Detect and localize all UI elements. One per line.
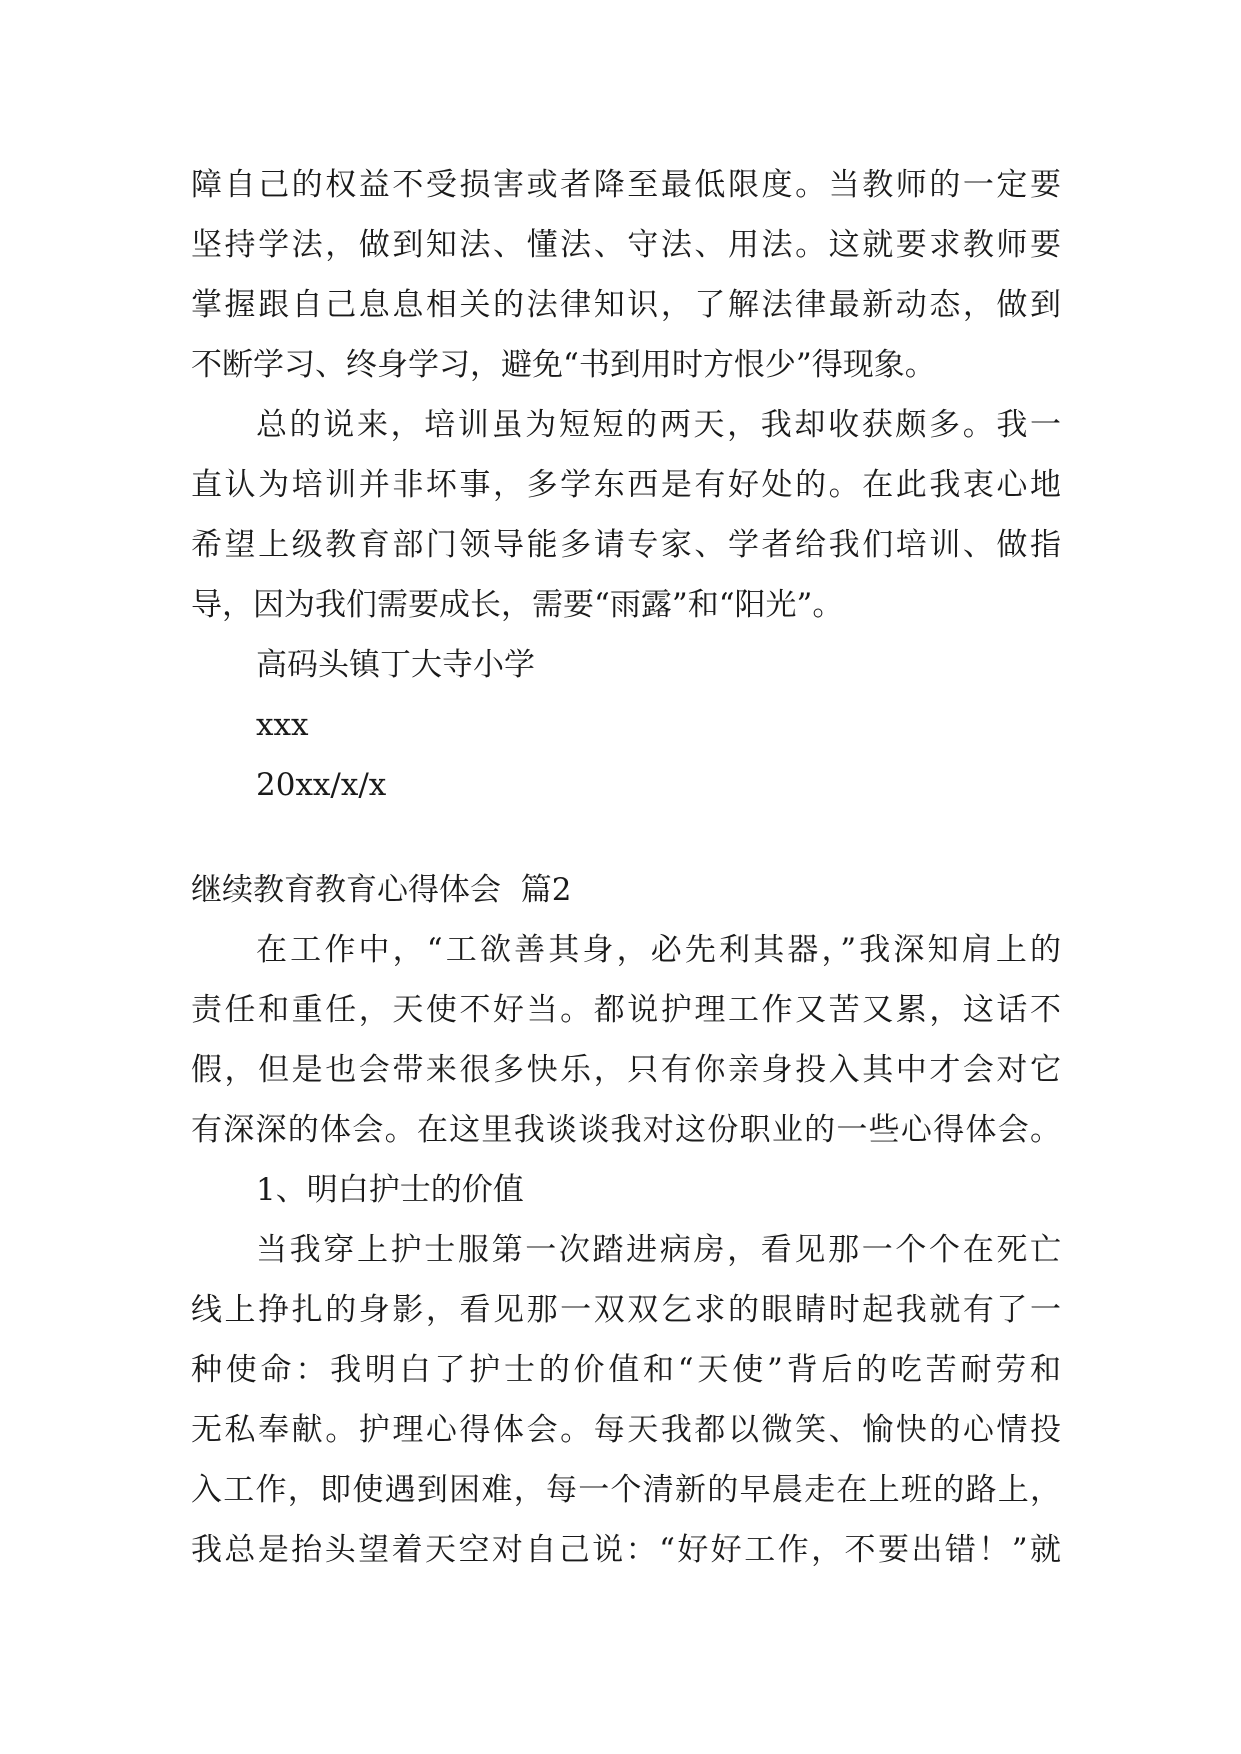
signature-date: 20xx/x/x — [256, 767, 387, 803]
paragraph-line: 坚持学法，做到知法、懂法、守法、用法。这就要求教师要 — [191, 227, 1061, 263]
paragraph-line: 在工作中，“工欲善其身，必先利其器，”我深知肩上的 — [256, 932, 1061, 968]
paragraph-line: 掌握跟自己息息相关的法律知识，了解法律最新动态，做到 — [191, 287, 1061, 323]
paragraph-line: 假，但是也会带来很多快乐，只有你亲身投入其中才会对它 — [191, 1052, 1061, 1088]
paragraph-line: 希望上级教育部门领导能多请专家、学者给我们培训、做指 — [191, 527, 1061, 563]
signature-school: 高码头镇丁大寺小学 — [256, 647, 535, 683]
paragraph-line: 不断学习、终身学习，避免“书到用时方恨少”得现象。 — [191, 347, 936, 383]
paragraph-line: 导，因为我们需要成长，需要“雨露”和“阳光”。 — [191, 587, 844, 623]
paragraph-line: 无私奉献。护理心得体会。每天我都以微笑、愉快的心情投 — [191, 1412, 1061, 1448]
paragraph-line: 入工作，即使遇到困难，每一个清新的早晨走在上班的路上， — [191, 1472, 1061, 1508]
subheading: 1、明白护士的价值 — [256, 1172, 524, 1208]
paragraph-line: 线上挣扎的身影，看见那一双双乞求的眼睛时起我就有了一 — [191, 1292, 1061, 1328]
signature-name: xxx — [256, 707, 309, 743]
paragraph-line: 责任和重任，天使不好当。都说护理工作又苦又累，这话不 — [191, 992, 1061, 1028]
paragraph-line: 有深深的体会。在这里我谈谈我对这份职业的一些心得体会。 — [191, 1112, 1061, 1148]
paragraph-line: 障自己的权益不受损害或者降至最低限度。当教师的一定要 — [191, 167, 1061, 203]
paragraph-line: 直认为培训并非坏事，多学东西是有好处的。在此我衷心地 — [191, 467, 1061, 503]
paragraph-line: 种使命：我明白了护士的价值和“天使”背后的吃苦耐劳和 — [191, 1352, 1061, 1388]
paragraph-line: 我总是抬头望着天空对自己说：“好好工作，不要出错！”就 — [191, 1532, 1061, 1568]
paragraph-line: 当我穿上护士服第一次踏进病房，看见那一个个在死亡 — [256, 1232, 1061, 1268]
section-heading: 继续教育教育心得体会 篇2 — [191, 872, 572, 908]
paragraph-line: 总的说来，培训虽为短短的两天，我却收获颇多。我一 — [256, 407, 1061, 443]
